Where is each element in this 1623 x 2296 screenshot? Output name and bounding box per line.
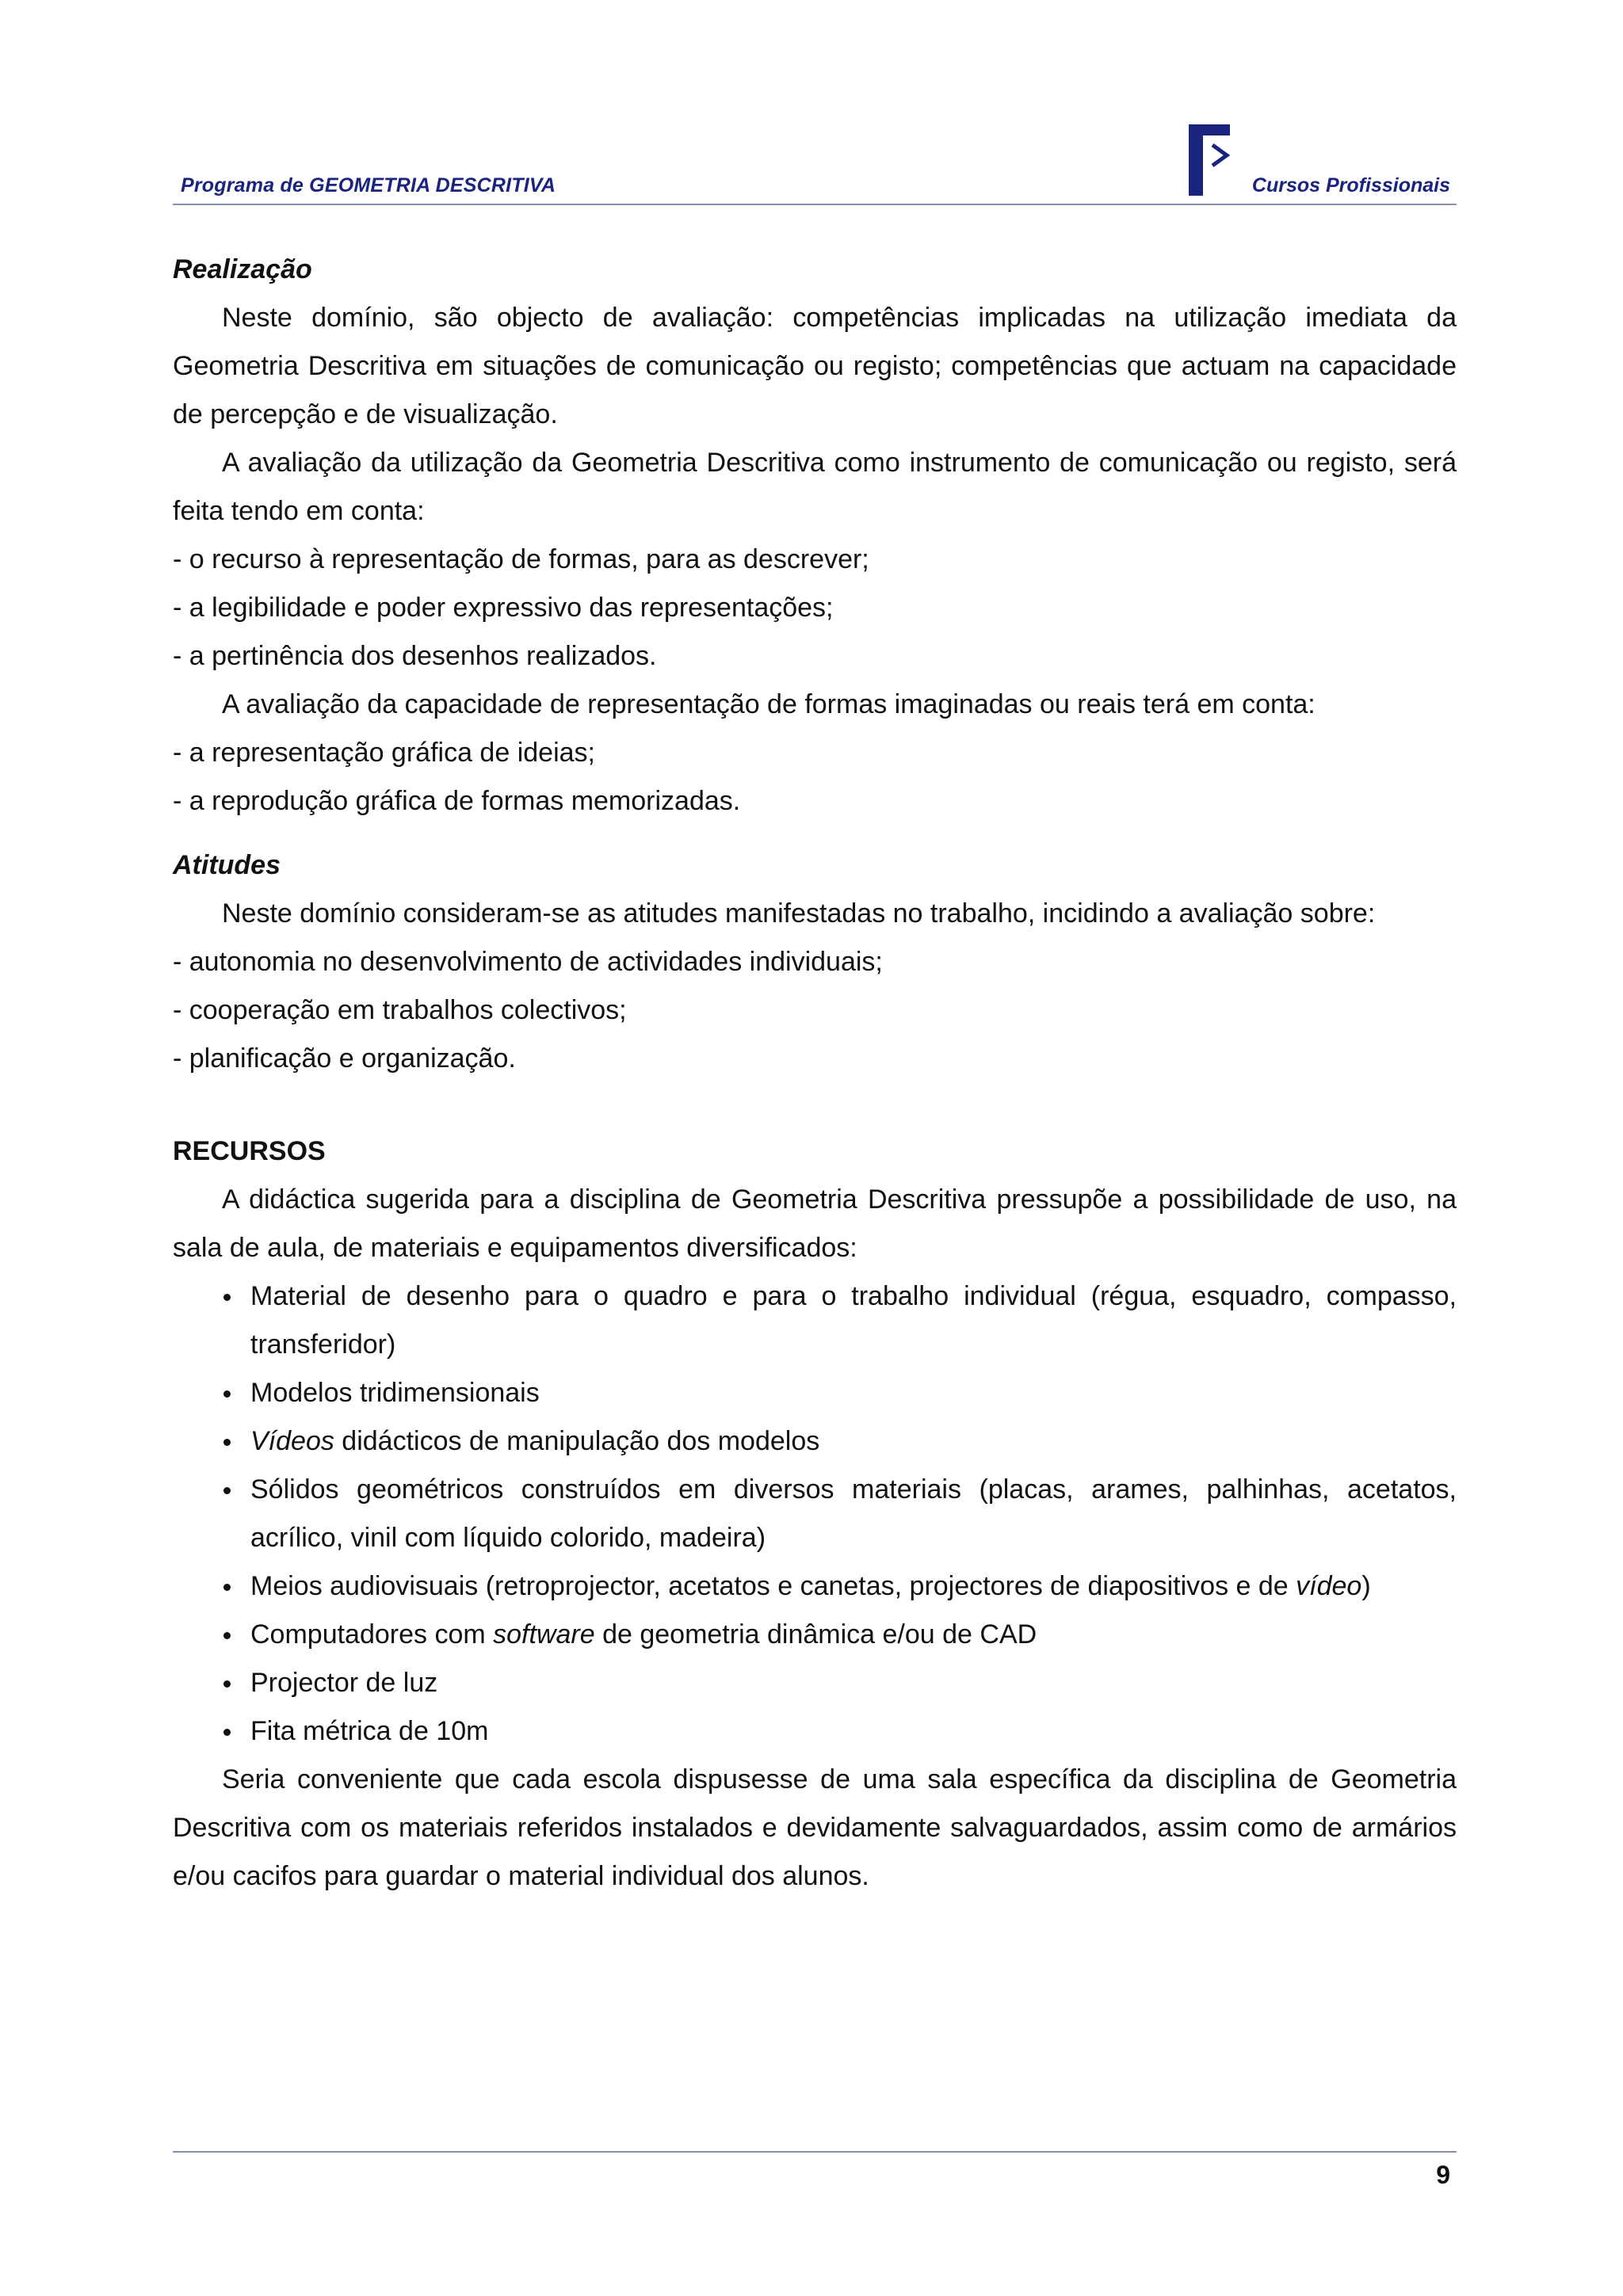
list-item-text: didácticos de manipulação dos modelos [334,1426,820,1456]
list-item [173,1369,1457,1417]
list-item-text: ) [1361,1571,1371,1601]
list-item-text: Modelos tridimensionais [250,1378,540,1408]
bullet-icon [223,1390,231,1398]
dash-list-item: - cooperação em trabalhos colectivos; [173,995,627,1025]
paragraph: Neste domínio, são objecto de avaliação: competências implicadas na utilização imediata da Geometria Descritiva em situações de comunicação ou registo; competências que actuam na capacidade de percepção e de visualização. [173,303,1457,429]
bullet-icon [223,1680,231,1688]
list-item [173,1466,1457,1562]
bullet-icon [223,1294,231,1301]
section-recursos [173,1127,1457,1901]
list-item-text: Computadores com [250,1619,494,1650]
list-item [173,1659,1457,1707]
resources-list [173,1272,1457,1756]
list-item [173,1562,1457,1611]
bullet-icon [223,1632,231,1639]
paragraph: A didáctica sugerida para a disciplina de Geometria Descritiva pressupõe a possibilidade de uso, na sala de aula, de materiais e equipamentos diversificados: [173,1184,1457,1263]
list-item-text: Fita métrica de 10m [250,1716,489,1746]
list-item-text: Meios audiovisuais (retroprojector, acetatos e canetas, projectores de diapositivos e de [250,1571,1296,1601]
dash-list-item: - a legibilidade e poder expressivo das representações; [173,593,834,623]
document-body [173,246,1457,1901]
header-title: Programa de GEOMETRIA DESCRITIVA [181,174,556,196]
section-atitudes [173,841,1457,1083]
paragraph: Seria conveniente que cada escola dispusesse de uma sala específica da disciplina de Geometria Descritiva com os materiais referidos instalados e devidamente salvaguardados, assim como de armários e/ou cacifos para guardar o material individual dos alunos. [173,1764,1457,1891]
list-item [173,1611,1457,1659]
logo-icon [1189,124,1236,196]
list-item-emphasis: vídeo [1296,1571,1362,1601]
heading-atitudes: Atitudes [173,850,281,880]
paragraph: A avaliação da utilização da Geometria Descritiva como instrumento de comunicação ou registo, será feita tendo em conta: [173,448,1457,526]
bullet-icon [223,1487,231,1494]
header-divider [173,204,1457,205]
dash-list-item: - a representação gráfica de ideias; [173,738,595,768]
dash-list-item: - planificação e organização. [173,1043,516,1074]
dash-list-item: - a pertinência dos desenhos realizados. [173,641,657,671]
list-item [173,1707,1457,1756]
header-brand: Cursos Profissionais [1251,174,1450,196]
list-item-emphasis: software [493,1619,595,1650]
list-item [173,1272,1457,1369]
spacer [173,1083,1457,1127]
spacer [173,826,1457,841]
dash-list-item: - a reprodução gráfica de formas memorizadas. [173,786,741,816]
bullet-icon [223,1439,231,1446]
paragraph: A avaliação da capacidade de representação de formas imaginadas ou reais terá em conta: [222,689,1316,719]
paragraph: Neste domínio consideram-se as atitudes manifestadas no trabalho, incidindo a avaliação sobre: [222,898,1376,929]
list-item-text: de geometria dinâmica e/ou de CAD [594,1619,1037,1650]
bullet-icon [223,1584,231,1591]
heading-recursos: RECURSOS [173,1136,326,1166]
section-realizacao [173,246,1457,826]
list-item-text: Projector de luz [250,1668,438,1698]
footer-divider [173,2151,1457,2153]
list-item-text: Sólidos geométricos construídos em diversos materiais (placas, arames, palhinhas, acetatos, acrílico, vinil com líquido colorido, madeira) [250,1474,1457,1553]
heading-realizacao: Realização [173,254,312,284]
list-item [173,1417,1457,1466]
list-item-emphasis: Vídeos [250,1426,334,1456]
bullet-icon [223,1729,231,1736]
dash-list-item: - autonomia no desenvolvimento de actividades individuais; [173,947,883,977]
page-number: 9 [1436,2161,1450,2189]
list-item-text: Material de desenho para o quadro e para o trabalho individual (régua, esquadro, compasso, transferidor) [250,1281,1457,1360]
dash-list-item: - o recurso à representação de formas, para as descrever; [173,544,869,574]
